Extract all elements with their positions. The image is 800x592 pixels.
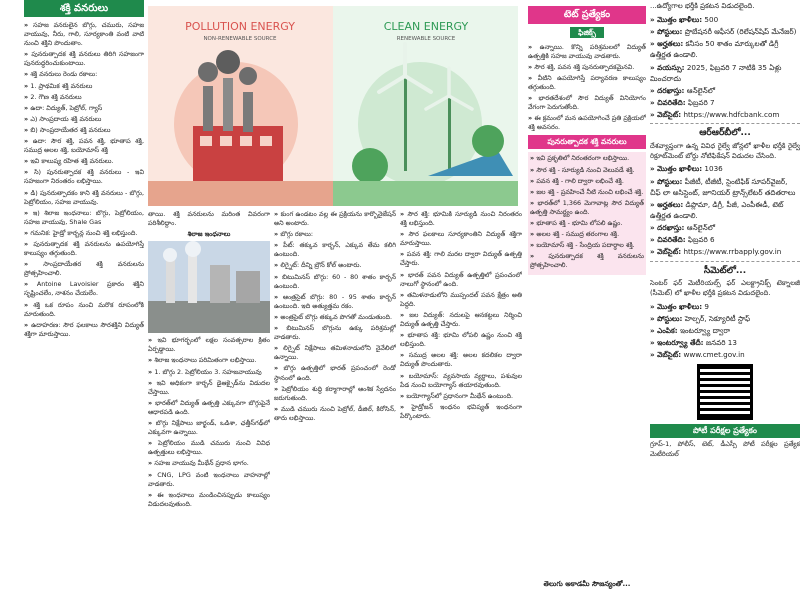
job-detail-value: www.cmet.gov.in <box>683 350 745 360</box>
paragraph: » బి) సాంప్రదాయేతర శక్తి వనరులు <box>24 126 144 135</box>
paragraph: » బిటుమినస్ బొగ్గును ఉక్కు పరిశ్రమల్లో వాడతారు. <box>274 324 396 342</box>
paragraph: » పెట్రోలియం ముడి చమురు నుంచి వివిధ ఉత్పత్తులు లభిస్తాయి. <box>148 439 270 457</box>
job-detail-value: ఆన్‌లైన్‌లో <box>686 85 716 95</box>
paragraph: » గమనిక: హైడ్రో కార్బన్ల నుంచి శక్తి లభిస్తుంది. <box>24 229 144 238</box>
paragraph: » సౌర శక్తి - సూర్యుడి నుంచి వెలువడే శక్తి. <box>530 166 644 175</box>
job-detail-row <box>650 325 800 336</box>
paragraph: » పీట్: తక్కువ కార్బన్, ఎక్కువ తేమ కలిగి ఉంటుంది. <box>274 241 396 259</box>
paragraph: » సహజ వనరులైన బొగ్గు, చమురు, సహజ వాయువు, నీరు, గాలి, సూర్యకాంతి వంటి వాటి నుంచి శక్తిని పొందుతాం. <box>24 21 144 48</box>
article-text <box>274 210 396 423</box>
job-detail-value: ఇంటర్వ్యూ ద్వారా <box>679 326 731 335</box>
article-text <box>400 210 522 421</box>
job-detail-value: 9 <box>704 301 709 311</box>
paragraph: » బయోమాస్ శక్తి - సేంద్రియ పదార్థాల శక్తి. <box>530 241 644 250</box>
physics-text <box>528 43 646 133</box>
paragraph: » భారతదేశంలో సౌర విద్యుత్ వినియోగం వేగంగా పెరుగుతోంది. <box>528 94 646 112</box>
job-detail-row <box>650 62 800 84</box>
paragraph: » CNG, LPG వంటి ఇంధనాలు వాహనాల్లో వాడతారు. <box>148 471 270 489</box>
job-detail-row <box>650 109 800 120</box>
job-detail-value: https://www.hdfcbank.com <box>683 110 780 120</box>
paragraph: » సౌర శక్తి: భూమికి సూర్యుడి నుంచి నిరంతరం శక్తి లభిస్తుంది. <box>400 210 522 228</box>
paragraph: » భారత్‌లో 1,366 మెగావాట్ల సౌర విద్యుత్ ఉత్పత్తి సామర్థ్యం ఉంది. <box>530 199 644 217</box>
job-detail-row <box>650 199 800 221</box>
divider <box>650 123 800 124</box>
article-text <box>148 336 270 509</box>
job-detail-label: పోస్టులు: <box>657 176 683 186</box>
renewables-banner: పునరుత్పాదక శక్తి వనరులు <box>528 135 646 149</box>
pollution-subtitle: NON-RENEWABLE SOURCE <box>203 36 277 42</box>
job-detail-row <box>650 38 800 60</box>
column-jobs <box>650 0 800 592</box>
paragraph: » కుంగ ఉండటం వల్ల ఈ ప్రక్రియను కార్బొనైజేషన్ అని అంటారు. <box>274 210 396 228</box>
paragraph: » భారత్ పవన విద్యుత్ ఉత్పత్తిలో ప్రపంచంలో నాలుగో స్థానంలో ఉంది. <box>400 271 522 289</box>
job-rrb <box>650 163 800 257</box>
paragraph: » ఈ క్రమంలో మన ఉపయోగించే ప్రతి ప్రక్రియలో శక్తి అవసరం. <box>528 114 646 132</box>
paragraph: » ఇవి ప్రకృతిలో నిరంతరంగా లభిస్తాయి. <box>530 154 644 163</box>
paragraph: » ఉన్నాయి. కొన్ని పరిశ్రమలలో విద్యుత్ ఉత్పత్తికి సహజ వాయువు వాడతారు. <box>528 43 646 61</box>
paragraph: » తమిళనాడులోని ముప్పందల్ పవన క్షేత్రం అతి పెద్దది. <box>400 291 522 309</box>
renewables-text <box>528 152 646 274</box>
job-detail-label: వెబ్‌సైట్: <box>657 110 682 120</box>
paragraph: » 2. గౌణ శక్తి వనరులు <box>24 93 144 102</box>
job-detail-value: ఫిబ్రవరి 6 <box>687 235 715 245</box>
job-detail-row <box>650 97 800 108</box>
job-detail-row <box>650 176 800 198</box>
job-detail-value: https://www.rrbapply.gov.in <box>683 247 782 257</box>
paragraph: » బొగ్గు రకాలు: <box>274 230 396 239</box>
paragraph: » శక్తి వనరులు రెండు రకాలు: <box>24 70 144 79</box>
physics-tag: ఫిజిక్స్ <box>528 28 646 39</box>
job-detail-value: ఆన్‌లైన్‌లో <box>686 223 716 233</box>
job-detail-label: చివరితేది: <box>657 98 686 108</box>
job-detail-row <box>650 163 800 174</box>
paragraph: » ఎ) సాంప్రదాయ శక్తి వనరులు <box>24 115 144 124</box>
job-detail-label: దరఖాస్తు: <box>657 85 685 95</box>
column-renewables <box>400 210 522 592</box>
paragraph: » సాంప్రదాయేతర శక్తి వనరులను ప్రోత్సహించాలి. <box>24 260 144 278</box>
qr-code[interactable] <box>697 364 753 420</box>
pote-line: గ్రూప్-1, పోలీస్, టెట్, డీఎస్సీ పోటీ పరీక్షల ప్రత్యేక మెటీరియల్ <box>650 440 800 458</box>
job-detail-value: ఫిబ్రవరి 7 <box>687 98 715 108</box>
paragraph: » 1. ప్రాథమిక శక్తి వనరులు <box>24 82 144 91</box>
paragraph: » ఉదా: సౌర శక్తి, పవన శక్తి, భూతాప శక్తి, సముద్ర అలల శక్తి, బయోమాస్ శక్తి <box>24 137 144 155</box>
paragraph: » పవన శక్తి: గాలి మరల ద్వారా విద్యుత్ ఉత్పత్తి చేస్తారు. <box>400 250 522 268</box>
job-detail-label: ఎంపిక: <box>657 326 678 335</box>
cmet-intro: సెంటర్ ఫర్ మెటీరియల్స్ ఫర్ ఎలక్ట్రానిక్స్ టెక్నాలజీ (సీమెట్) లో ఖాళీల భర్తీకి ప్రకటన విడుదలైంది. <box>650 279 800 298</box>
job-detail-label: అర్హతలు: <box>657 39 684 49</box>
footer-credit: తెలుగు అకాడమీ సౌజన్యంతో... <box>543 580 631 589</box>
job-detail-label: అర్హతలు: <box>657 199 684 209</box>
paragraph: » ఇ) శిలాజ ఇంధనాలు: బొగ్గు, పెట్రోలియం, సహజ వాయువు, Shale Gas <box>24 209 144 227</box>
job-detail-label: మొత్తం ఖాళీలు: <box>657 301 703 311</box>
job-detail-value: కనీసం 50 శాతం మార్కులతో డిగ్రీ ఉత్తీర్ణత ఉండాలి. <box>650 39 779 60</box>
job-detail-label: చివరితేది: <box>657 235 686 245</box>
rrb-heading: ఆర్ఆర్‌బీలో... <box>699 128 751 139</box>
paragraph: » బిటుమినస్ బొగ్గు: 60 - 80 శాతం కార్బన్ ఉంటుంది. <box>274 273 396 291</box>
paragraph: » అలల శక్తి - సముద్ర తరంగాల శక్తి. <box>530 230 644 239</box>
paragraph: » అంత్రసైట్ బొగ్గు తక్కువ పొగతో మండుతుంది. <box>274 313 396 322</box>
paragraph: » ఇవి కాలుష్య రహిత శక్తి వనరులు. <box>24 157 144 166</box>
section-banner: శక్తి వనరులు <box>24 0 144 17</box>
job-detail-row <box>650 234 800 245</box>
paragraph: » బయోగ్యాస్‌లో ప్రధానంగా మీథేన్ ఉంటుంది. <box>400 392 522 401</box>
job-detail-value: జనవరి 13 <box>705 338 737 348</box>
paragraph: » భారత్‌లో విద్యుత్ ఉత్పత్తి ఎక్కువగా బొగ్గుపైనే ఆధారపడి ఉంది. <box>148 399 270 417</box>
clean-title: CLEAN ENERGY <box>383 20 469 33</box>
paragraph: » బయోమాస్: వ్యవసాయ వ్యర్థాలు, పశువుల పేడ నుంచి బయోగ్యాస్ తయారవుతుంది. <box>400 372 522 390</box>
energy-infographic <box>148 6 518 206</box>
job-detail-value: 2025, ఫిబ్రవరి 7 నాటికి 35 ఏళ్లు మించరాదు <box>650 62 782 83</box>
pote-banner: పోటీ పరీక్షల ప్రత్యేకం <box>650 424 800 438</box>
paragraph: » బొగ్గు ఉత్పత్తిలో భారత్ ప్రపంచంలో రెండో స్థానంలో ఉంది. <box>274 364 396 382</box>
paragraph: » పునరుత్పాదక శక్తి వనరులను ఉపయోగిస్తే కాలుష్యం తగ్గుతుంది. <box>24 240 144 258</box>
clean-subtitle: RENEWABLE SOURCE <box>396 36 456 42</box>
job-detail-label: పోస్టులు: <box>657 27 683 37</box>
paragraph: » బొగ్గు నిక్షేపాలు జార్ఖండ్, ఒడిశా, ఛత్తీస్‌గఢ్‌లో ఎక్కువగా ఉన్నాయి. <box>148 419 270 437</box>
job-detail-label: మొత్తం ఖాళీలు: <box>657 14 703 24</box>
energy-illustration <box>148 6 518 206</box>
paragraph: » సముద్ర అలల శక్తి: అలల కదలికల ద్వారా విద్యుత్ పొందుతారు. <box>400 351 522 369</box>
job-detail-row <box>650 313 800 324</box>
paragraph: » పునరుత్పాదక శక్తి వనరులను ప్రోత్సహించాలి. <box>530 252 644 270</box>
paragraph: » శిలాజ ఇంధనాలు పరిమితంగా లభిస్తాయి. <box>148 356 270 365</box>
job-detail-label: పోస్టులు: <box>657 313 683 323</box>
paragraph: » ముడి చమురు నుంచి పెట్రోల్, డీజిల్, కిరోసిన్, తారు లభిస్తాయి. <box>274 405 396 423</box>
job-hdfc <box>650 14 800 120</box>
column-coal-types <box>274 210 396 592</box>
column-energy-sources <box>24 0 144 592</box>
job-detail-row <box>650 246 800 257</box>
paragraph: » ఉదా: విద్యుత్, పెట్రోల్, గ్యాస్ <box>24 104 144 113</box>
divider <box>650 261 800 262</box>
job-detail-label: వెబ్‌సైట్: <box>657 350 682 360</box>
job-cmet <box>650 301 800 361</box>
paragraph: » ఉదాహరణ: సౌర ఫలకాలు సౌరశక్తిని విద్యుత్ శక్తిగా మారుస్తాయి. <box>24 321 144 339</box>
paragraph: » ఆంత్రసైట్ బొగ్గు: 80 - 95 శాతం కార్బన్ ఉంటుంది. ఇది అత్యుత్తమ రకం. <box>274 293 396 311</box>
job-detail-value: డిప్లొమా, డిగ్రీ, పీజీ, ఎంపీఈడీ, టెట్ ఉత్తీర్ణత ఉండాలి. <box>650 199 784 221</box>
job-detail-label: దరఖాస్తు: <box>657 223 685 233</box>
paragraph: » వీటిని ఉపయోగిస్తే పర్యావరణ కాలుష్యం తగ్గుతుంది. <box>528 74 646 92</box>
job-detail-row <box>650 222 800 233</box>
paragraph: » సౌర ఫలకాలు సూర్యకాంతిని విద్యుత్ శక్తిగా మారుస్తాయి. <box>400 230 522 248</box>
paragraph: » ఇవి భూగర్భంలో లక్షల సంవత్సరాల క్రితం ఏర్పడ్డాయి. <box>148 336 270 354</box>
paragraph: » పెట్రోలియం శుద్ధి కర్మాగారాల్లో ఆంశిక స్వేదనం జరుగుతుంది. <box>274 385 396 403</box>
paragraph: » జల విద్యుత్: నదులపై ఆనకట్టలు నిర్మించి విద్యుత్ ఉత్పత్తి చేస్తారు. <box>400 311 522 329</box>
paragraph: » పునరుత్పాదక శక్తి వనరులు తిరిగి సహజంగా పునరుద్ధరించుకుంటాయి. <box>24 50 144 68</box>
paragraph: » 1. బొగ్గు 2. పెట్రోలియం 3. సహజవాయువు <box>148 368 270 377</box>
job-detail-label: వయస్సు: <box>657 62 685 72</box>
column-fossil-fuels <box>148 210 270 592</box>
job-detail-label: వెబ్‌సైట్: <box>657 247 682 257</box>
job-detail-value: ప్రొబేషనరీ ఆఫీసర్ (రిలేషన్‌షిప్ మేనేజర్) <box>684 27 797 37</box>
job-detail-label: మొత్తం ఖాళీలు: <box>657 164 703 174</box>
paragraph: » జల శక్తి - ప్రవహించే నీటి నుంచి లభించే శక్తి. <box>530 188 644 197</box>
rrb-intro: దేశవ్యాప్తంగా ఉన్న వివిధ రైల్వే జోన్లలో ఖాళీల భర్తీకి రైల్వే రిక్రూట్‌మెంట్ బోర్డు నోటిఫికేషన్ విడుదల చేసింది. <box>650 142 800 160</box>
paragraph: » లిగ్నైట్ నిక్షేపాలు తమిళనాడులోని నైవేలిలో ఉన్నాయి. <box>274 344 396 362</box>
paragraph: » సౌర శక్తి, పవన శక్తి పునరుత్పాదకమైనవి. <box>528 63 646 72</box>
job-detail-label: ఇంటర్వ్యూ తేదీ: <box>657 338 704 348</box>
job-detail-row <box>650 301 800 312</box>
job-detail-row <box>650 349 800 360</box>
paragraph: » పవన శక్తి - గాలి ద్వారా లభించే శక్తి. <box>530 177 644 186</box>
article-text <box>24 17 144 339</box>
paragraph: » డి) పునరుత్పాదకం కాని శక్తి వనరులు - బొగ్గు, పెట్రోలియం, సహజ వాయువు. <box>24 189 144 207</box>
paragraph: » హైడ్రోజన్ ఇంధనం భవిష్యత్ ఇంధనంగా పేర్కొంటారు. <box>400 403 522 421</box>
column-tet-physics <box>528 0 646 592</box>
paragraph: » శక్తి ఒక రూపం నుంచి మరొక రూపంలోకి మారుతుంది. <box>24 301 144 319</box>
power-plant-photo <box>148 241 270 333</box>
job-detail-row <box>650 85 800 96</box>
job-detail-value: 500 <box>704 14 719 24</box>
job-detail-row <box>650 26 800 37</box>
intro-line: తాయి. శక్తి వనరులను మరింత వివరంగా పరిశీలిద్దాం. <box>148 210 270 228</box>
caption: శిలాజ ఇంధనాలు <box>187 230 231 239</box>
cmet-heading: సీమెట్‌లో... <box>703 265 747 276</box>
job-detail-row <box>650 14 800 25</box>
paragraph: » సహజ వాయువు మీథేన్ ప్రధాన భాగం. <box>148 459 270 468</box>
paragraph: » ఈ ఇంధనాలు మండించినప్పుడు కాలుష్యం విడుదలవుతుంది. <box>148 491 270 509</box>
job-detail-row <box>650 337 800 348</box>
paragraph: » భూతాప శక్తి - భూమి లోపలి ఉష్ణం. <box>530 219 644 228</box>
paragraph: » భూతాప శక్తి: భూమి లోపలి ఉష్ణం నుంచి శక్తి లభిస్తుంది. <box>400 331 522 349</box>
paragraph: » లిగ్నైట్: దీన్ని బ్రౌన్ కోల్ అంటారు. <box>274 261 396 270</box>
paragraph: » సి) పునరుత్పాదక శక్తి వనరులు - ఇవి సహజంగా నిరంతరం లభిస్తాయి. <box>24 168 144 186</box>
pollution-title: POLLUTION ENERGY <box>185 20 295 33</box>
jobs-intro: ...ఉద్యోగాల భర్తీకి ప్రకటన విడుదలైంది. <box>650 2 755 10</box>
job-detail-value: 1036 <box>704 164 723 174</box>
paragraph: » Antoine Lavoisier ప్రకారం శక్తిని సృష్టించలేం, నాశనం చేయలేం. <box>24 280 144 298</box>
paragraph: » ఇవి అధికంగా కార్బన్ డైఆక్సైడ్‌ను విడుదల చేస్తాయి. <box>148 379 270 397</box>
tet-banner: టెట్ ప్రత్యేకం <box>528 6 646 24</box>
job-detail-value: హెల్పర్, సెక్యూరిటీ స్టాఫ్ <box>684 313 751 323</box>
job-detail-value: పీజీటీ, టీజీటీ, సైంటిఫిక్ సూపర్‌వైజర్, చీఫ్ లా అసిస్టెంట్, జూనియర్ ట్రాన్స్‌లేటర్ తదితరాలు <box>650 176 796 197</box>
